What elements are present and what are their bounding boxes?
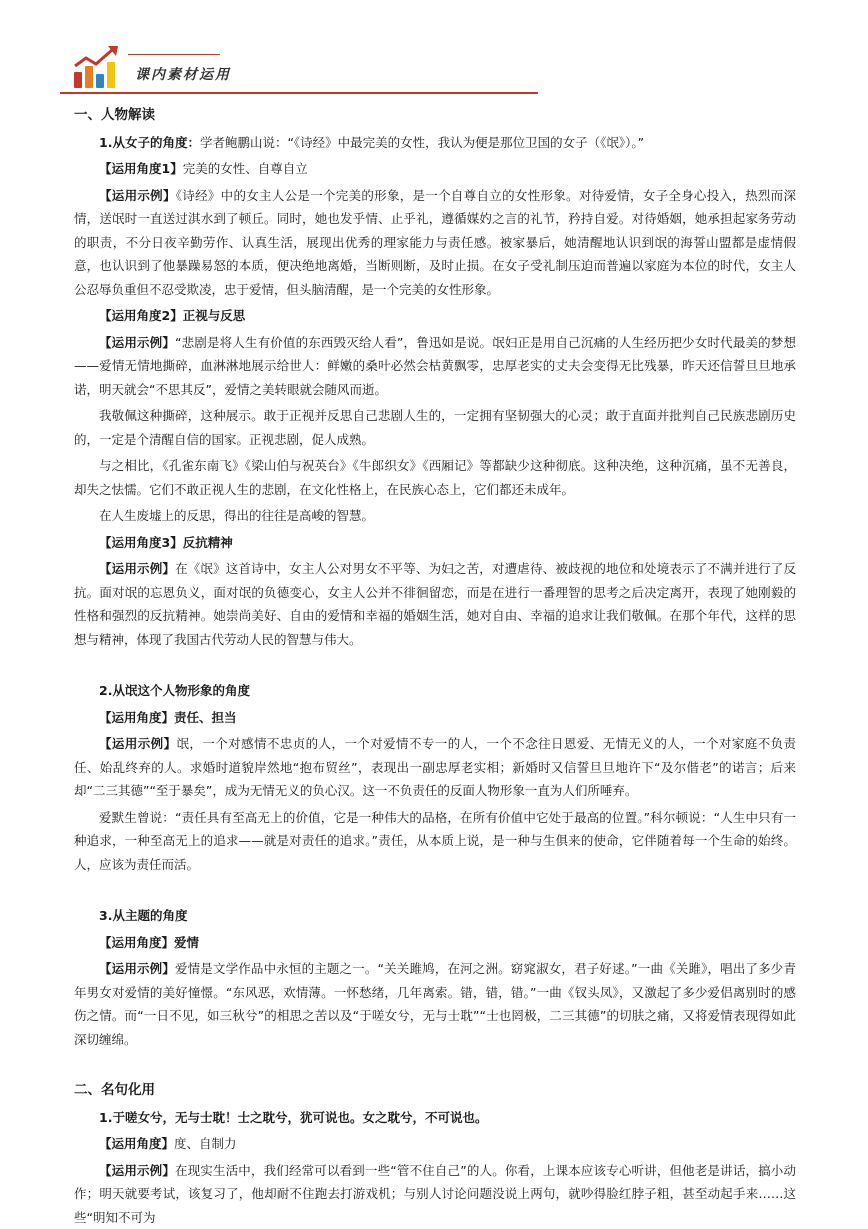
example-text: 爱情是文学作品中永恒的主题之一。“关关雎鸠，在河之洲。窈窕淑女，君子好逑。”一曲《关雎》，唱出了多少青年男女对爱情的美好憧憬。“东风恶，欢情薄。一怀愁绪，几年离索。错，错，错。”一曲《钗头凤》，又激起了多少爱侣离别时的感伤之情。而“一日不见，如三秋兮”的相思之苦以及“于嗟女兮，无与士耽”“士也罔极，二三其德”的切肤之痛，又将爱情表现得如此深切缠绵。 bbox=[74, 961, 796, 1047]
example-label: 【运用示例】 bbox=[99, 736, 177, 751]
angle-text: 完美的女性、自尊自立 bbox=[183, 161, 308, 176]
section-title-2: 二、名句化用 bbox=[74, 1079, 796, 1103]
subheading: 1.从女子的角度： bbox=[99, 135, 200, 150]
angle-2: 【运用角度2】正视与反思 bbox=[74, 304, 796, 328]
angle-label: 【运用角度】 bbox=[99, 1136, 174, 1151]
paragraph-body: 我敬佩这种撕碎，这种展示。敢于正视并反思自己悲剧人生的，一定拥有坚韧强大的心灵；敢于直面并批判自己民族悲剧历史的，一定是个清醒自信的国家。正视悲剧，促人成熟。 bbox=[74, 404, 796, 451]
paragraph-1-1 bbox=[74, 131, 796, 155]
example-6 bbox=[74, 1159, 796, 1229]
quote-heading-1: 1.于嗟女兮，无与士耽！士之耽兮，犹可说也。女之耽兮，不可说也。 bbox=[74, 1106, 796, 1130]
example-label: 【运用示例】 bbox=[99, 188, 176, 203]
example-4 bbox=[74, 732, 796, 803]
paragraph-body: 在人生废墟上的反思，得出的往往是高峻的智慧。 bbox=[74, 504, 796, 528]
angle-text: 度、自制力 bbox=[174, 1136, 237, 1151]
subheading-2: 2.从氓这个人物形象的角度 bbox=[74, 679, 796, 703]
example-text: “悲剧是将人生有价值的东西毁灭给人看”，鲁迅如是说。氓妇正是用自己沉痛的人生经历把少女时代最美的梦想——爱情无情地撕碎，血淋淋地展示给世人：鲜嫩的桑叶必然会枯黄飘零，忠厚老实的丈夫会变得无比残暴，昨天还信誓旦旦地承诺，明天就会“不思其反”，爱情之美转眼就会随风而逝。 bbox=[74, 335, 796, 397]
example-3 bbox=[74, 557, 796, 651]
angle-1 bbox=[74, 157, 796, 181]
bar-chart-logo-icon bbox=[72, 44, 124, 90]
angle-label: 【运用角度】责任、担当 bbox=[74, 706, 796, 730]
header-title: 课内素材运用 bbox=[135, 64, 231, 84]
example-text: 在《氓》这首诗中，女主人公对男女不平等、为妇之苦，对遭虐待、被歧视的地位和处境表示了不满并进行了反抗。面对氓的忘恩负义，面对氓的负德变心，女主人公并不徘徊留恋，而是在进行一番理智的思考之后决定离开，表现了她刚毅的性格和强烈的反抗精神。她崇尚美好、自由的爱情和幸福的婚姻生活，她对自由、幸福的追求让我们敬佩。在那个年代，这样的思想与精神，体现了我国古代劳动人民的智慧与伟大。 bbox=[74, 561, 796, 647]
paragraph-text: 学者鲍鹏山说：“《诗经》中最完美的女性，我认为便是那位卫国的女子（《氓》）。” bbox=[200, 135, 644, 150]
paragraph-body: 爱默生曾说：“责任具有至高无上的价值，它是一种伟大的品格，在所有价值中它处于最高的位置。”科尔顿说：“人生中只有一种追求，一种至高无上的追求——就是对责任的追求。”责任，从本质上说，是一种与生俱来的使命，它伴随着每一个生命的始终。人，应该为责任而活。 bbox=[74, 806, 796, 877]
example-label: 【运用示例】 bbox=[99, 335, 175, 350]
example-label: 【运用示例】 bbox=[99, 1163, 175, 1178]
example-text: 氓，一个对感情不忠贞的人，一个对爱情不专一的人，一个不念往日恩爱、无情无义的人，一个对家庭不负责任、始乱终弃的人。求婚时道貌岸然地“抱布贸丝”，表现出一副忠厚老实相；新婚时又信誓旦旦地许下“及尔偕老”的诺言；后来却“二三其德”“至于暴矣”，成为无情无义的负心汉。这一不负责任的反面人物形象一直为人们所唾弃。 bbox=[74, 736, 796, 798]
angle-label: 【运用角度】爱情 bbox=[74, 931, 796, 955]
section-title-1: 一、人物解读 bbox=[74, 104, 796, 128]
example-label: 【运用示例】 bbox=[99, 561, 175, 576]
angle-6 bbox=[74, 1132, 796, 1156]
angle-3: 【运用角度3】反抗精神 bbox=[74, 531, 796, 555]
example-label: 【运用示例】 bbox=[99, 961, 175, 976]
example-text: 在现实生活中，我们经常可以看到一些“管不住自己”的人。你看，上课本应该专心听讲，但他老是讲话，搞小动作；明天就要考试，该复习了，他却耐不住跑去打游戏机；与别人讨论问题没说上两句，就吵得脸红脖子粗，甚至动起手来……这些“明知不可为 bbox=[74, 1163, 796, 1225]
example-2 bbox=[74, 331, 796, 402]
paragraph-body: 与之相比，《孔雀东南飞》《梁山伯与祝英台》《牛郎织女》《西厢记》等都缺少这种彻底。这种决绝，这种沉痛，虽不无善良，却失之怯懦。它们不敢正视人生的悲剧，在文化性格上，在民族心态上，它们都还未成年。 bbox=[74, 454, 796, 501]
example-5 bbox=[74, 957, 796, 1051]
header-top-rule bbox=[128, 54, 220, 55]
example-text: 《诗经》中的女主人公是一个完美的形象，是一个自尊自立的女性形象。对待爱情，女子全身心投入，热烈而深情，送氓时一直送过淇水到了顿丘。同时，她也发乎情、止乎礼，遵循媒妁之言的礼节，矜持自爱。对待婚姻，她承担起家务劳动的职责，不分日夜辛勤劳作、认真生活，展现出优秀的理家能力与责任感。被家暴后，她清醒地认识到氓的海誓山盟都是虚情假意，也认识到了他暴躁易怒的本质，便决绝地离婚，当断则断，及时止损。在女子受礼制压迫而普遍以家庭为本位的时代，女主人公忍辱负重但不忍受欺凌，忠于爱情，但头脑清醒，是一个完美的女性形象。 bbox=[74, 188, 796, 297]
subheading-3: 3.从主题的角度 bbox=[74, 904, 796, 928]
header-rule bbox=[60, 92, 538, 94]
example-1 bbox=[74, 184, 796, 302]
document-body bbox=[74, 104, 796, 1229]
angle-label: 【运用角度1】 bbox=[99, 161, 183, 176]
